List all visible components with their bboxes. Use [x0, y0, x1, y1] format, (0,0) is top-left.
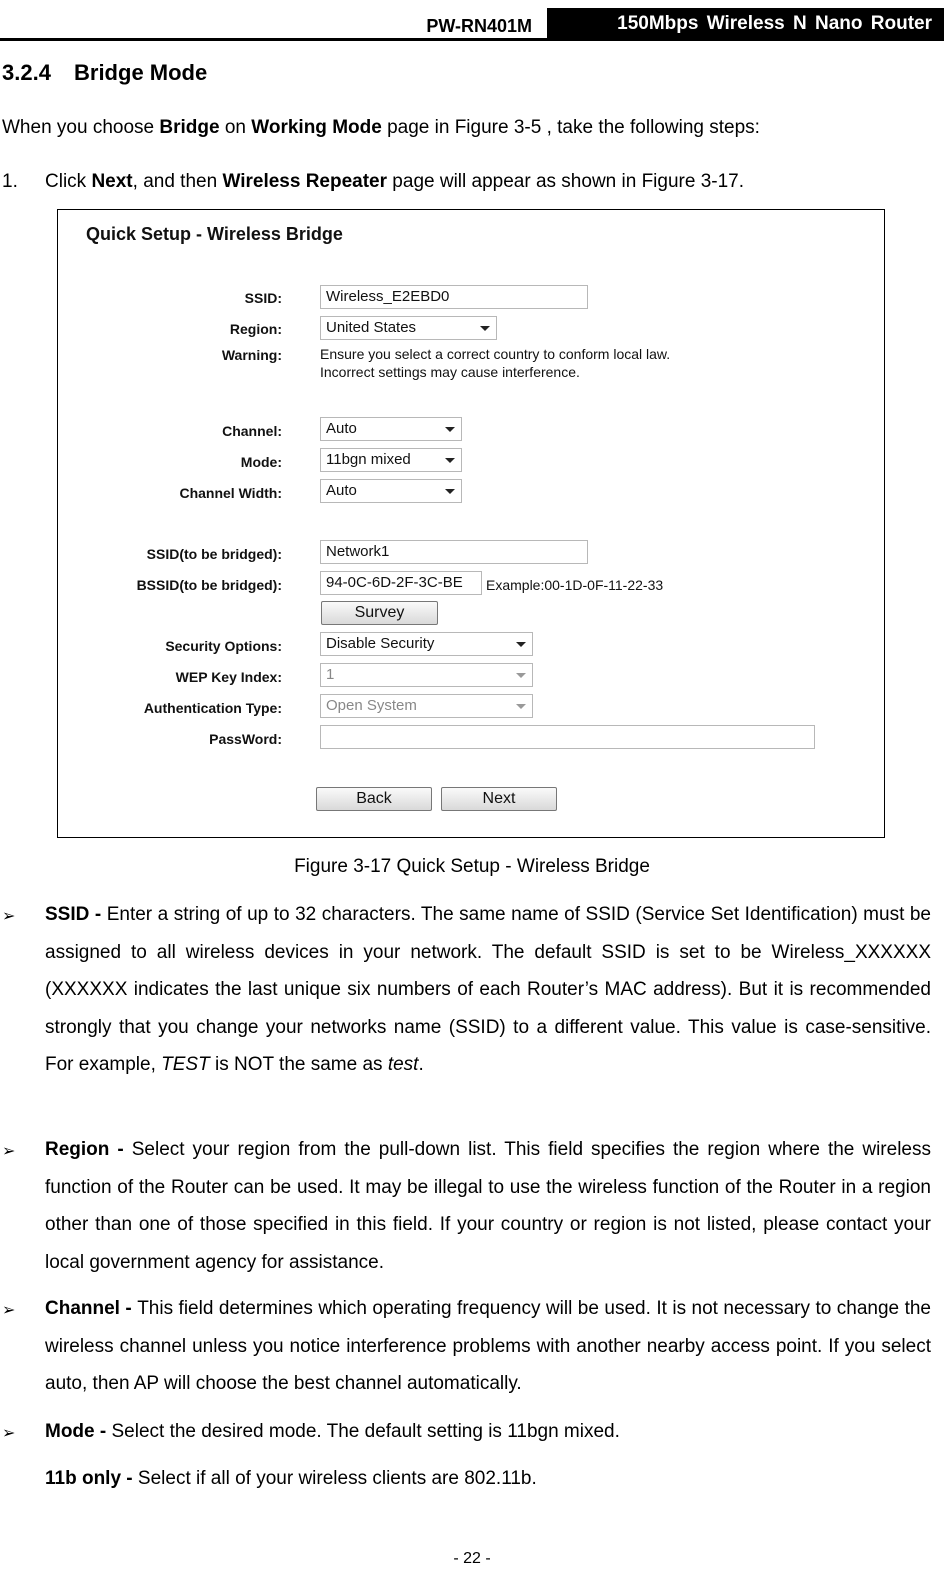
bullet-mode-text: Select the desired mode. The default setting is 11bgn mixed.	[111, 1421, 620, 1442]
channel-select[interactable]	[320, 417, 462, 441]
next-button[interactable]: Next	[441, 787, 557, 811]
chevron-down-icon	[445, 427, 455, 432]
bssid-example: Example:00-1D-0F-11-22-33	[486, 577, 664, 593]
security-options-label: Security Options:	[165, 638, 282, 654]
bullet-channel-text: This field determines which operating frequency will be used. It is not necessary to change the wireless channel unless you notice interference problems with another nearby access point. If you select auto, then AP will choose the best channel automatically.	[45, 1298, 931, 1395]
bullet-arrow-icon: ➢	[2, 1302, 16, 1319]
bullet-ssid-em-1: TEST	[161, 1054, 210, 1076]
bridged-ssid-input[interactable]: Network1	[320, 540, 588, 564]
section-number: 3.2.4	[2, 60, 51, 85]
section-heading	[2, 60, 207, 86]
ssid-label: SSID:	[244, 290, 282, 306]
intro-text-3: page in Figure 3-5 , take the following steps:	[381, 117, 760, 138]
bullet-region-text: Select your region from the pull-down list. This field specifies the region where the wireless function of the Router can be used. It may be illegal to use the wireless function of the Router in a region other than one of those specified in this field. If your country or region is not listed, please contact your local government agency for assistance.	[45, 1139, 931, 1273]
channel-width-value: Auto	[326, 482, 357, 499]
back-button[interactable]: Back	[316, 787, 432, 811]
bullet-channel	[45, 1290, 931, 1403]
bullet-region-term: Region -	[45, 1139, 132, 1160]
authentication-type-select[interactable]	[320, 694, 533, 718]
password-input[interactable]	[320, 725, 815, 749]
step-text-3: page will appear as shown in Figure 3-17.	[387, 171, 745, 192]
warning-label: Warning:	[221, 347, 282, 363]
security-options-select[interactable]	[320, 632, 533, 656]
wep-key-index-select[interactable]	[320, 663, 533, 687]
figure-caption: Figure 3-17 Quick Setup - Wireless Bridge	[294, 856, 650, 877]
step-bold-wireless-repeater: Wireless Repeater	[222, 171, 388, 192]
bullet-arrow-icon: ➢	[2, 1425, 16, 1442]
warning-line-2: Incorrect settings may cause interference.	[320, 364, 580, 380]
page-number: - 22 -	[453, 1550, 491, 1567]
bullet-ssid	[45, 896, 931, 1084]
sub-11b-term: 11b only -	[45, 1468, 138, 1489]
bullet-mode-term: Mode -	[45, 1421, 112, 1442]
quick-setup-screenshot	[57, 209, 885, 838]
step-text-1: Click	[45, 171, 92, 192]
password-label: PassWord:	[209, 731, 282, 747]
warning-line-1: Ensure you select a correct country to conform local law.	[320, 346, 671, 362]
mode-select[interactable]	[320, 448, 462, 472]
step-number: 1.	[2, 171, 18, 192]
bullet-ssid-text-1: Enter a string of up to 32 characters. The same name of SSID (Service Set Identification) must be assigned to all wireless devices in your network. The default SSID is set to be Wireless_XXXXXX (XXXXXX indicates the last unique six numbers of each Router’s MAC address). But it is recommended strongly that you change your networks name (SSID) to a different value. This value is case-sensitive. For example,	[45, 904, 931, 1076]
bullet-arrow-icon: ➢	[2, 1143, 16, 1160]
section-title: Bridge Mode	[74, 60, 208, 85]
channel-width-select[interactable]	[320, 479, 462, 503]
channel-value: Auto	[326, 420, 357, 437]
security-options-value: Disable Security	[326, 635, 435, 652]
mode-label: Mode:	[240, 454, 282, 470]
channel-label: Channel:	[222, 423, 282, 439]
bullet-ssid-text-3: .	[418, 1054, 424, 1076]
sub-11b-only	[45, 1460, 931, 1498]
chevron-down-icon	[480, 326, 490, 331]
sub-11b-text: Select if all of your wireless clients are 802.11b.	[137, 1468, 537, 1489]
bridged-bssid-label: BSSID(to be bridged):	[136, 577, 282, 593]
page-header	[0, 8, 944, 40]
bullet-mode	[45, 1413, 931, 1451]
chevron-down-icon	[445, 489, 455, 494]
region-select[interactable]	[320, 316, 497, 340]
header-model: PW-RN401M	[426, 16, 532, 36]
bullet-arrow-icon: ➢	[2, 908, 16, 925]
region-value: United States	[326, 319, 417, 336]
header-rule	[0, 38, 944, 41]
intro-paragraph	[2, 116, 760, 140]
ssid-input[interactable]: Wireless_E2EBD0	[320, 285, 588, 309]
step-1	[2, 170, 744, 194]
bullet-ssid-term: SSID -	[45, 904, 107, 925]
bridged-ssid-label: SSID(to be bridged):	[146, 546, 282, 562]
bullet-channel-term: Channel -	[45, 1298, 138, 1319]
intro-bold-bridge: Bridge	[159, 117, 220, 138]
mode-value: 11bgn mixed	[326, 451, 411, 468]
authentication-type-value: Open System	[326, 697, 417, 714]
wep-key-index-label: WEP Key Index:	[175, 669, 282, 685]
bullet-region	[45, 1131, 931, 1281]
survey-button[interactable]: Survey	[321, 601, 438, 625]
channel-width-label: Channel Width:	[179, 485, 282, 501]
quick-setup-title: Quick Setup - Wireless Bridge	[86, 224, 343, 244]
intro-text-2: on	[219, 117, 252, 138]
step-bold-next: Next	[91, 171, 133, 192]
step-text-2: , and then	[132, 171, 223, 192]
chevron-down-icon	[516, 673, 526, 678]
bridged-bssid-input[interactable]: 94-0C-6D-2F-3C-BE	[320, 571, 482, 595]
intro-bold-working-mode: Working Mode	[251, 117, 382, 138]
intro-text-1: When you choose	[2, 117, 160, 138]
chevron-down-icon	[516, 704, 526, 709]
bullet-ssid-text-2: is NOT the same as	[209, 1054, 388, 1076]
chevron-down-icon	[445, 458, 455, 463]
header-product: 150Mbps Wireless N Nano Router	[547, 8, 944, 40]
wep-key-index-value: 1	[326, 666, 335, 683]
chevron-down-icon	[516, 642, 526, 647]
region-label: Region:	[229, 321, 282, 337]
authentication-type-label: Authentication Type:	[143, 700, 282, 716]
bullet-ssid-em-2: test	[387, 1054, 419, 1076]
